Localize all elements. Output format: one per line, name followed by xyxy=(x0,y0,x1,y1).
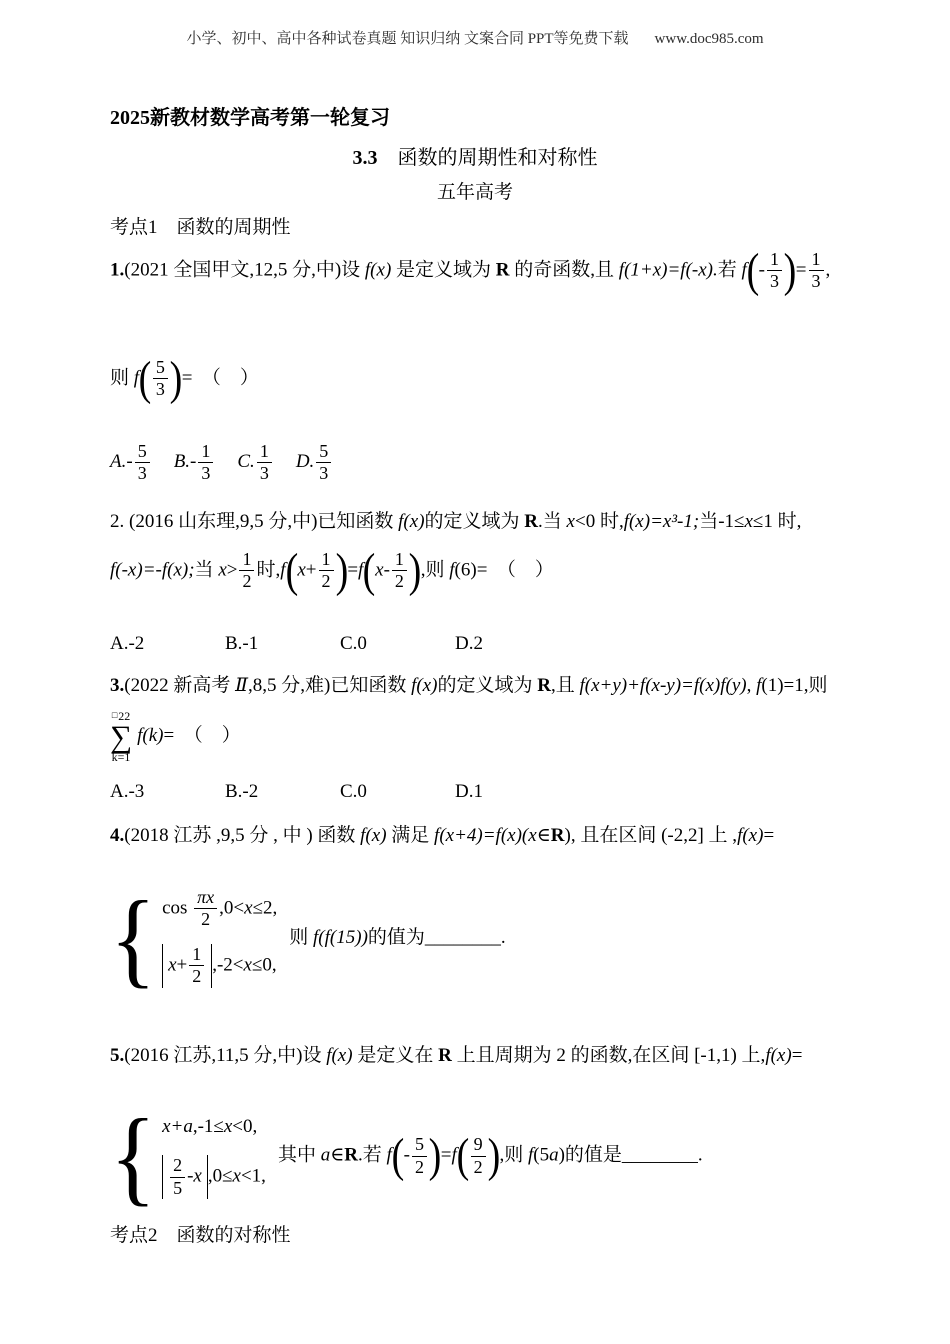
math-fk: f(k) xyxy=(137,725,164,747)
math-f: f xyxy=(358,559,364,581)
text-segment: ,-2< xyxy=(212,954,244,976)
q1-option-b xyxy=(173,441,216,484)
fraction xyxy=(392,550,407,592)
math-f: f xyxy=(133,367,140,389)
math-equation: f(1+x)=f(-x). xyxy=(618,259,718,281)
text-segment: ,则 xyxy=(499,1144,528,1166)
summation-upper-value: 22 xyxy=(118,709,131,723)
section-number: 3.3 xyxy=(352,147,378,169)
answer-blank-parens: = （ ） xyxy=(163,725,241,747)
math-x: x xyxy=(566,511,575,532)
q5-piecewise xyxy=(110,1095,870,1216)
fraction-numerator: 1 xyxy=(198,442,213,463)
math-R: R xyxy=(438,1045,452,1066)
roman-numeral: Ⅱ xyxy=(235,675,248,696)
q1-source: (2021 全国甲文,12,5 分,中)设 xyxy=(124,259,365,281)
sigma-symbol: ∑ xyxy=(110,719,133,754)
fraction-denominator: 3 xyxy=(155,379,165,400)
text-segment: 当 xyxy=(194,559,219,581)
q3-options xyxy=(110,778,870,807)
section-title xyxy=(0,143,950,173)
equals-sign: = xyxy=(347,559,359,581)
fraction-denominator: 2 xyxy=(242,571,252,592)
math-f: f xyxy=(386,1144,392,1166)
fraction xyxy=(319,550,334,592)
math-f: f xyxy=(527,1144,534,1166)
q1-statement-line2 xyxy=(110,352,870,405)
text-segment: 则 xyxy=(289,926,314,948)
math-equation: f(x+4)=f(x)(x xyxy=(434,825,537,846)
fraction-numerator: 5 xyxy=(135,442,150,463)
q5-question-tail xyxy=(277,1129,703,1182)
fraction xyxy=(257,442,272,484)
q3-sum-line xyxy=(110,710,870,763)
left-brace: { xyxy=(110,877,157,998)
q4-case-2 xyxy=(162,944,277,988)
math-equation: f(x+y)+f(x-y)=f(x)f(y) xyxy=(579,675,747,696)
element-of-sign: ∈ xyxy=(536,825,551,846)
q3-option-d: D.1 xyxy=(455,781,483,802)
text-segment: 当-1≤ xyxy=(699,511,745,532)
math-fx: f(x) xyxy=(398,511,425,532)
fraction-denominator: 3 xyxy=(769,271,779,292)
text-segment: , xyxy=(746,675,757,696)
answer-blank-parens: (6)= （ ） xyxy=(454,559,554,581)
q1-option-c xyxy=(237,441,273,484)
math-x: x xyxy=(232,1165,241,1187)
fraction-numerator: 5 xyxy=(316,442,331,463)
missing-glyph-box: □ xyxy=(111,710,118,720)
fraction xyxy=(239,550,254,592)
topic-1-title: 考点1 函数的周期性 xyxy=(110,217,291,238)
text-segment: (1)=1,则 xyxy=(761,675,828,696)
minus-sign: - xyxy=(403,1144,410,1166)
math-equation: f(f(15)) xyxy=(313,926,368,948)
math-fx: f(x) xyxy=(737,825,764,846)
fraction-numerator: 5 xyxy=(153,358,168,379)
text-segment: ,且 xyxy=(550,675,580,696)
fraction-numerator: 1 xyxy=(392,550,407,571)
text-segment: 是定义在 xyxy=(352,1045,439,1066)
text-segment: ≤2, xyxy=(252,897,278,919)
fraction xyxy=(189,945,204,987)
q3-option-a: A.-3 xyxy=(110,781,145,802)
q4-question-tail xyxy=(289,924,505,953)
math-x: x xyxy=(218,559,227,581)
q2-option-b: B.-1 xyxy=(225,633,259,654)
fraction-denominator: 2 xyxy=(394,571,404,592)
element-of-sign: ∈ xyxy=(330,1144,345,1166)
text-segment: ≤0, xyxy=(251,954,277,976)
big-right-paren: ) xyxy=(169,352,183,405)
absolute-value xyxy=(162,944,212,988)
q3-option-b: B.-2 xyxy=(225,781,259,802)
math-R: R xyxy=(524,511,539,532)
q2-options xyxy=(110,630,870,659)
text-segment: 时, xyxy=(256,559,281,581)
fraction-numerator: 2 xyxy=(170,1156,185,1177)
text-segment: ,0≤ xyxy=(207,1165,233,1187)
equals-sign: = xyxy=(795,259,807,281)
fraction-numerator: 9 xyxy=(471,1135,486,1156)
q1-statement-line1 xyxy=(110,244,870,297)
big-left-paren: ( xyxy=(285,544,298,597)
answer-blank-parens: = （ ） xyxy=(181,367,259,389)
fraction xyxy=(153,358,168,400)
option-label: A.- xyxy=(110,451,133,473)
q1-options xyxy=(110,442,870,484)
fraction xyxy=(135,442,150,484)
fraction-denominator: 3 xyxy=(201,463,211,484)
big-right-paren: ) xyxy=(408,544,422,597)
q3-source: (2022 新高考 xyxy=(124,675,236,696)
summation-lower-limit: k=1 xyxy=(111,750,131,765)
math-x: x xyxy=(375,559,384,581)
math-a: a xyxy=(320,1144,331,1166)
q5-number: 5. xyxy=(110,1045,125,1066)
math-f: f xyxy=(449,559,455,581)
fraction-denominator: 2 xyxy=(192,966,202,987)
q4-piecewise xyxy=(110,877,870,998)
equals-sign: = xyxy=(440,1144,452,1166)
fraction-denominator: 3 xyxy=(319,463,329,484)
q2-option-d: D.2 xyxy=(455,633,483,654)
cos-function: cos xyxy=(162,897,193,919)
text-segment: ≤1 时, xyxy=(752,511,802,532)
q4-case-1 xyxy=(162,888,277,930)
text-segment: (5 xyxy=(533,1144,550,1166)
q2-statement-line1 xyxy=(110,508,870,537)
big-left-paren: ( xyxy=(456,1129,470,1182)
text-segment: .当 xyxy=(538,511,567,532)
math-equation: f(-x)=-f(x); xyxy=(110,559,195,581)
option-label: C. xyxy=(237,451,255,473)
math-equation: f(x)=x³-1; xyxy=(623,511,700,532)
text-segment: 的定义域为 xyxy=(437,675,538,696)
page-header xyxy=(0,28,950,51)
header-site-url: www.doc985.com xyxy=(654,31,764,47)
left-brace: { xyxy=(110,1095,157,1216)
big-left-paren: ( xyxy=(746,244,760,297)
q3-number: 3. xyxy=(110,675,125,696)
plus-sign: + xyxy=(305,559,317,581)
fraction-denominator: 2 xyxy=(414,1156,424,1177)
absolute-value xyxy=(162,1155,208,1199)
text-segment: 则 xyxy=(110,367,134,389)
q2-option-a: A.-2 xyxy=(110,633,145,654)
math-x: x xyxy=(223,1115,233,1137)
fraction-denominator: 3 xyxy=(811,271,821,292)
math-fx: f(x) xyxy=(326,1045,353,1066)
q3-option-c: C.0 xyxy=(340,781,367,802)
big-right-paren: ) xyxy=(783,244,797,297)
text-segment: ,-1≤ xyxy=(192,1115,224,1137)
q2-number: 2. xyxy=(110,511,125,532)
text-segment: 上且周期为 2 的函数,在区间 [-1,1) 上, xyxy=(451,1045,766,1066)
topic-2-title: 考点2 函数的对称性 xyxy=(110,1225,291,1246)
minus-sign: - xyxy=(758,259,765,281)
fill-in-blank: 的值为________. xyxy=(367,926,506,948)
math-x: x xyxy=(744,511,753,532)
math-x: x xyxy=(243,954,252,976)
fraction-denominator: 3 xyxy=(137,463,147,484)
fraction-numerator: 1 xyxy=(239,550,254,571)
text-segment: ), 且在区间 (-2,2] 上 , xyxy=(564,825,738,846)
fraction xyxy=(471,1135,486,1177)
gt-sign: > xyxy=(226,559,238,581)
fraction xyxy=(809,250,824,292)
fraction-numerator: 1 xyxy=(257,442,272,463)
exam-block-title: 五年高考 xyxy=(436,182,513,203)
q4-cases xyxy=(162,888,277,988)
option-label: D. xyxy=(295,451,315,473)
math-x: x xyxy=(297,559,306,581)
fraction-numerator: 1 xyxy=(189,945,204,966)
big-right-paren: ) xyxy=(428,1129,442,1182)
fill-in-blank: )的值是________. xyxy=(558,1144,703,1166)
q5-case-2 xyxy=(162,1155,266,1199)
fraction-numerator: 1 xyxy=(767,250,782,271)
math-R: R xyxy=(537,675,551,696)
q2-statement-line2 xyxy=(110,544,870,597)
math-x: x xyxy=(168,954,177,976)
q5-cases xyxy=(162,1113,266,1199)
fraction-denominator: 2 xyxy=(321,571,331,592)
text-segment: 是定义域为 xyxy=(391,259,496,281)
course-title: 2025新教材数学高考第一轮复习 xyxy=(110,107,390,129)
option-label: B.- xyxy=(173,451,197,473)
text-segment: 满足 xyxy=(386,825,435,846)
text-segment: <0 时, xyxy=(574,511,624,532)
math-fx: f(x) xyxy=(360,825,387,846)
fraction-numerator: 1 xyxy=(809,250,824,271)
equals-sign: = xyxy=(791,1045,803,1066)
fraction xyxy=(412,1135,427,1177)
big-left-paren: ( xyxy=(138,352,152,405)
fraction xyxy=(767,250,782,292)
q2-option-c: C.0 xyxy=(340,633,367,654)
math-f: f xyxy=(756,675,762,696)
fraction-numerator: 5 xyxy=(412,1135,427,1156)
math-f: f xyxy=(280,559,286,581)
math-fx: f(x) xyxy=(765,1045,792,1066)
q4-source: (2018 江苏 ,9,5 分 , 中 ) 函数 xyxy=(124,825,361,846)
big-right-paren: ) xyxy=(487,1129,500,1182)
minus-sign: - xyxy=(187,1165,194,1187)
section-name: 函数的周期性和对称性 xyxy=(377,147,598,169)
q5-statement-line1 xyxy=(110,1042,870,1071)
q1-number: 1. xyxy=(110,259,125,281)
math-R: R xyxy=(550,825,565,846)
text-segment: ,8,5 分,难)已知函数 xyxy=(248,675,412,696)
math-x: x xyxy=(193,1165,202,1187)
fraction-numerator: 1 xyxy=(319,550,334,571)
math-fx: f(x) xyxy=(364,259,392,281)
minus-sign: - xyxy=(383,559,390,581)
q2-source: (2016 山东理,9,5 分,中)已知函数 xyxy=(124,511,399,532)
text-segment: 若 xyxy=(717,259,742,281)
text-segment: <1, xyxy=(240,1165,266,1187)
big-left-paren: ( xyxy=(391,1129,405,1182)
q3-statement-line1 xyxy=(110,672,870,701)
math-R: R xyxy=(344,1144,359,1166)
math-f: f xyxy=(741,259,747,281)
math-R: R xyxy=(495,259,510,281)
q5-source: (2016 江苏,11,5 分,中)设 xyxy=(124,1045,327,1066)
text-segment: 的定义域为 xyxy=(424,511,525,532)
text-segment: .若 xyxy=(358,1144,387,1166)
text-segment: <0, xyxy=(232,1115,258,1137)
q1-option-d xyxy=(295,441,333,484)
math-f: f xyxy=(451,1144,457,1166)
fraction xyxy=(170,1156,185,1198)
fraction-denominator: 2 xyxy=(473,1156,483,1177)
big-right-paren: ) xyxy=(335,544,348,597)
fraction-denominator: 5 xyxy=(173,1177,183,1198)
q5-case-1 xyxy=(162,1113,266,1142)
text-segment: 的奇函数,且 xyxy=(509,259,619,281)
text-segment: ,则 xyxy=(420,559,450,581)
q1-option-a xyxy=(110,441,152,484)
text-segment: 其中 xyxy=(277,1144,321,1166)
fraction xyxy=(194,888,217,930)
fraction-numerator: πx xyxy=(194,888,217,909)
fraction xyxy=(198,442,213,484)
text-segment: ,0< xyxy=(219,897,245,919)
fraction-denominator: 2 xyxy=(201,909,211,930)
header-promo-text: 小学、初中、高中各种试卷真题 知识归纳 文案合同 PPT等免费下载 xyxy=(186,31,629,47)
equals-sign: = xyxy=(763,825,775,846)
math-equation: x+a xyxy=(162,1115,193,1137)
math-fx: f(x) xyxy=(411,675,438,696)
q4-number: 4. xyxy=(110,825,125,846)
fraction xyxy=(316,442,331,484)
math-x: x xyxy=(244,897,253,919)
q4-statement-line1 xyxy=(110,822,870,851)
plus-sign: + xyxy=(176,954,188,976)
big-left-paren: ( xyxy=(362,544,376,597)
math-a: a xyxy=(549,1144,559,1166)
comma: , xyxy=(825,259,831,281)
fraction-denominator: 3 xyxy=(259,463,269,484)
summation-operator xyxy=(110,710,132,763)
